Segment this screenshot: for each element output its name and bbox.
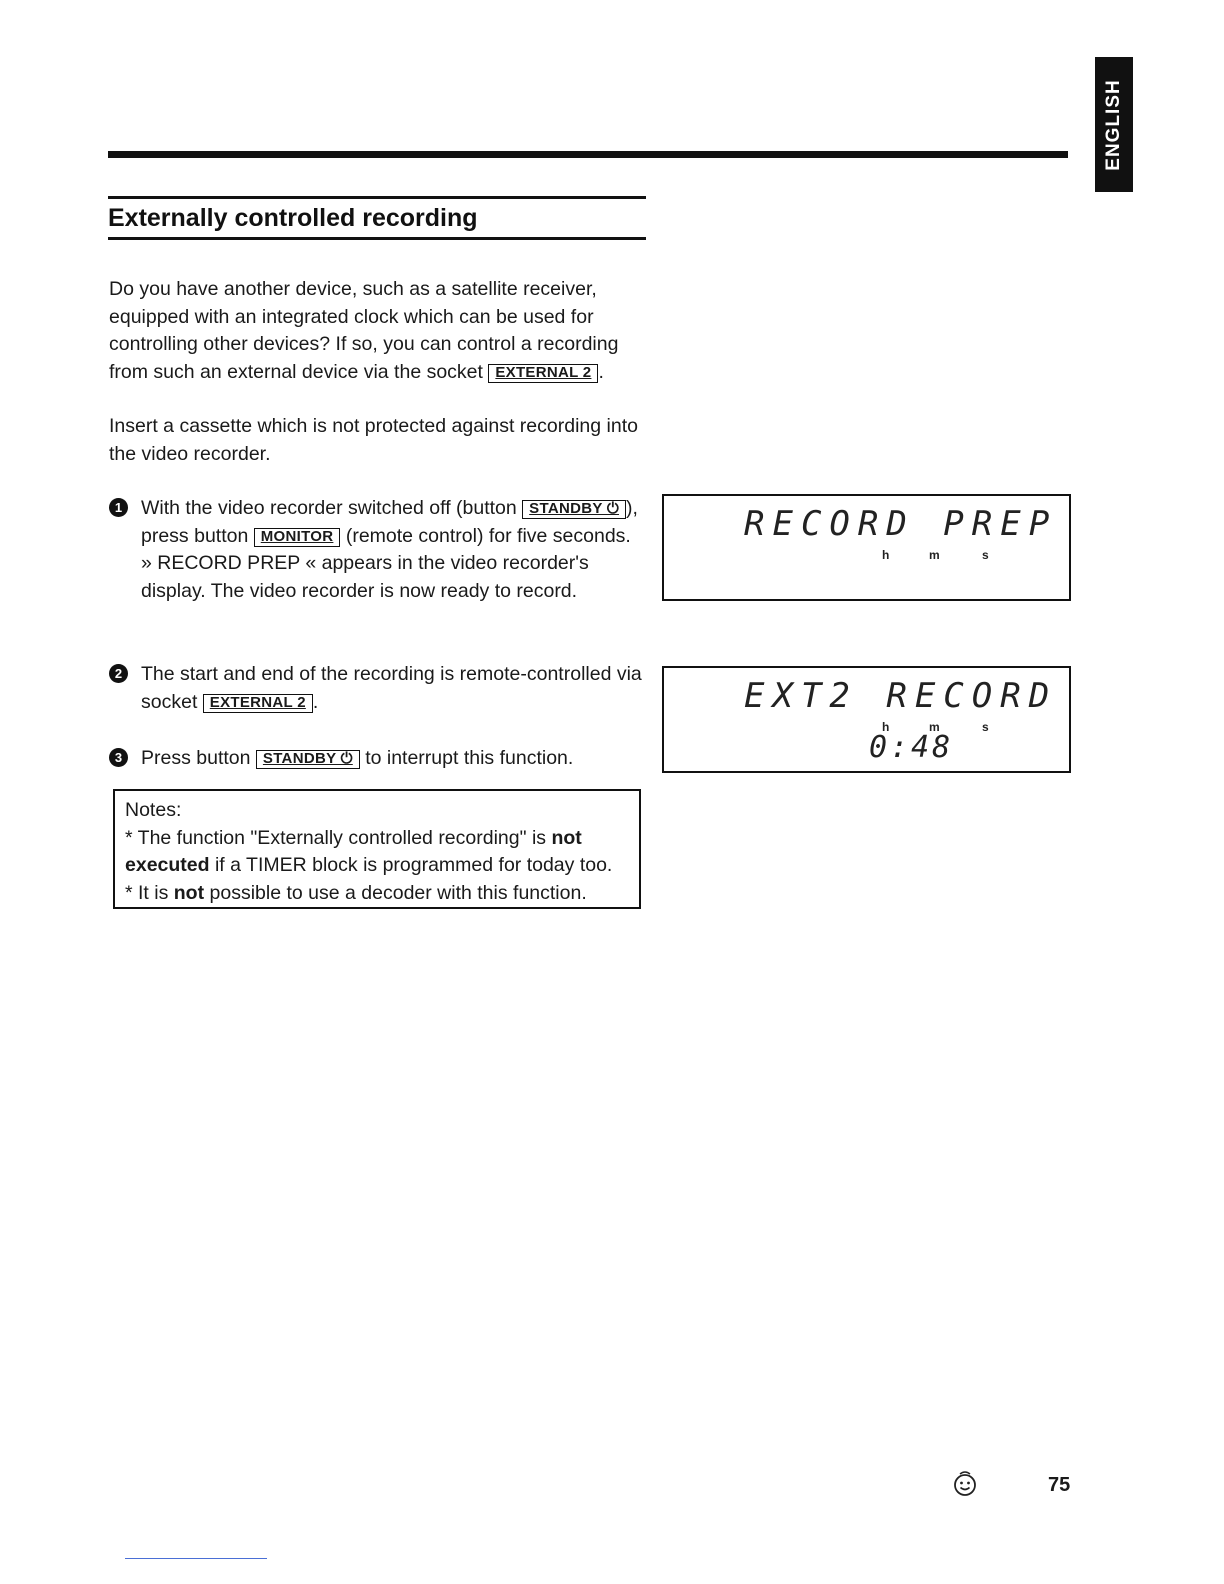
- insert-text: Insert a cassette which is not protected against recording into the video recorder.: [109, 415, 638, 465]
- heading-top-rule: [108, 196, 646, 199]
- top-rule: [108, 151, 1068, 158]
- step-2-text-b: .: [312, 690, 319, 713]
- display-2-text: EXT2 RECORD: [744, 676, 1058, 716]
- note-2-bold: not: [173, 881, 205, 904]
- intro-text: Do you have another device, such as a satellite receiver, equipped with an integrated clock which can be used for controlling other devices? If so, you can control a recording from such an external device via the socket: [109, 278, 619, 383]
- display-1-minutes-unit: m: [929, 548, 940, 562]
- step-1-text-a: With the video recorder switched off (button: [141, 497, 517, 519]
- display-2-minutes-unit: m: [929, 720, 940, 734]
- footer-line: [125, 1558, 267, 1559]
- display-record-prep: [662, 494, 1071, 601]
- insert-paragraph: [109, 413, 639, 468]
- step-3-text-b: to interrupt this function.: [365, 747, 574, 769]
- step-number-3: 3: [109, 748, 128, 767]
- step-1: [114, 495, 646, 605]
- display-2-hours-unit: h: [882, 720, 890, 734]
- intro-paragraph: [109, 276, 649, 386]
- step-3: [114, 745, 646, 773]
- step-number-2: 2: [109, 664, 128, 683]
- display-ext2-record: [662, 666, 1071, 773]
- display-2-seconds-unit: s: [982, 720, 989, 734]
- step-1-text-c: (remote control) for five seconds. » RECORD PREP « appears in the video recorder's display. The video recorder is now ready to record.: [141, 524, 631, 602]
- note-2-text-a: * It is: [125, 881, 169, 904]
- step-number-1: 1: [109, 498, 128, 517]
- standby-key-label: STANDBY ⏻: [522, 500, 626, 519]
- step-3-text-a: Press button: [141, 747, 251, 769]
- language-tab-label: ENGLISH: [1103, 78, 1124, 171]
- external2-key-label: EXTERNAL 2: [203, 694, 313, 713]
- external2-key-label: EXTERNAL 2: [488, 364, 598, 383]
- note-1-text-a: * The function "Externally controlled recording" is: [125, 826, 547, 849]
- note-2-text-b: possible to use a decoder with this function.: [209, 881, 587, 904]
- monitor-key-label: MONITOR: [254, 528, 341, 547]
- heading-bottom-rule: [108, 237, 646, 240]
- notes-title: Notes:: [125, 799, 182, 821]
- step-1-text-b: ), press button: [141, 497, 638, 547]
- step-2: [114, 661, 646, 716]
- standby-key-label: STANDBY ⏻: [256, 750, 360, 769]
- step-2-text-a: The start and end of the recording is remote-controlled via socket: [141, 663, 642, 713]
- page-number: 75: [1048, 1474, 1071, 1496]
- section-title: Externally controlled recording: [108, 204, 478, 232]
- display-1-seconds-unit: s: [982, 548, 989, 562]
- language-tab: [1095, 57, 1133, 192]
- display-1-hours-unit: h: [882, 548, 890, 562]
- note-1-text-b: if a TIMER block is programmed for today too.: [214, 854, 613, 877]
- display-1-text: RECORD PREP: [744, 504, 1058, 544]
- intro-end: .: [598, 360, 604, 383]
- smiley-face-icon: [951, 1470, 979, 1498]
- note-1-bold: not executed: [125, 826, 582, 877]
- notes-box: [113, 789, 641, 909]
- display-2-time: 0:48: [869, 730, 954, 765]
